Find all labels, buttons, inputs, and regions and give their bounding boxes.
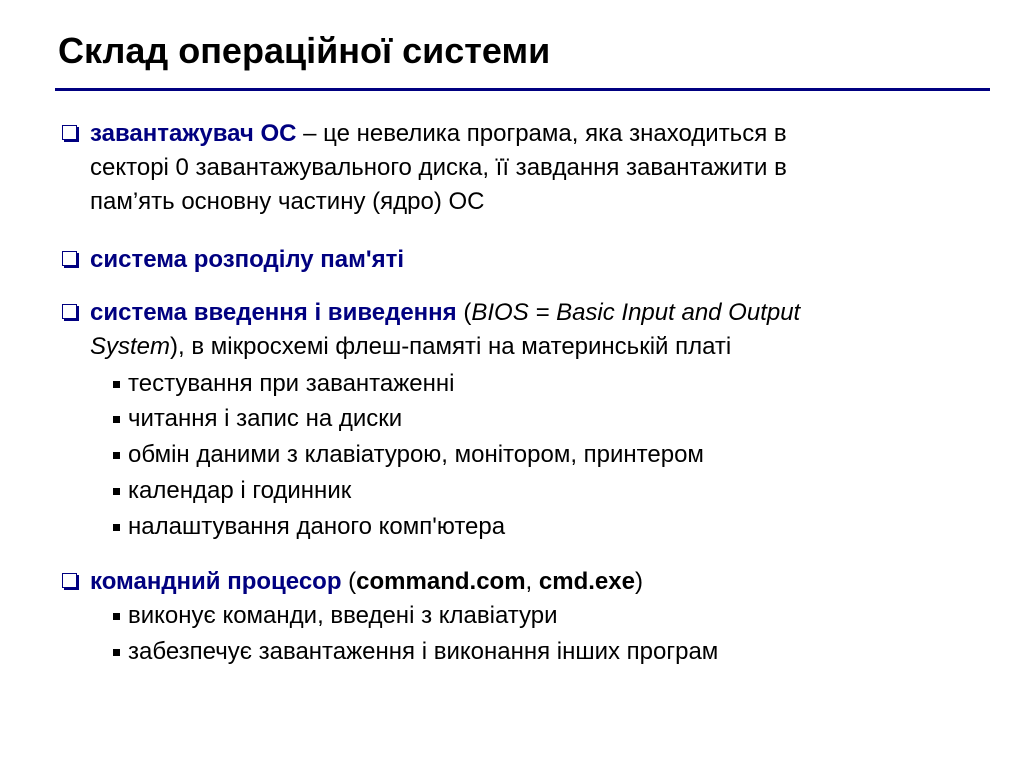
- term-command-processor: командний процесор: [90, 568, 342, 595]
- bootloader-desc-line3: пам’ять основну частину (ядро) ОС: [90, 188, 485, 215]
- sq-bullet-icon: [113, 452, 120, 459]
- cmd-paren-open: (: [341, 568, 357, 595]
- title-divider: [55, 88, 990, 91]
- sq-bullet-icon: [113, 524, 120, 531]
- cmd-subitem: виконує команди, введені з клавіатури: [128, 602, 558, 629]
- q-bullet-icon: [62, 251, 77, 266]
- cmd-paren-close: ): [634, 568, 643, 595]
- cmd-cmd-exe: cmd.exe: [538, 568, 635, 595]
- sq-bullet-icon: [113, 416, 120, 423]
- io-subitem: налаштування даного комп'ютера: [128, 513, 506, 540]
- io-subitem: календар і годинник: [128, 477, 352, 504]
- term-io: система введення і виведення: [90, 299, 457, 326]
- io-subitem: читання і запис на диски: [128, 405, 403, 432]
- q-bullet-icon: [62, 125, 77, 140]
- slide-title: Склад операційної системи: [58, 30, 551, 71]
- io-subitem: обмін даними з клавіатурою, монітором, принтером: [128, 441, 704, 468]
- q-bullet-icon: [62, 304, 77, 319]
- term-memory: система розподілу пам'яті: [90, 246, 405, 273]
- sq-bullet-icon: [113, 488, 120, 495]
- io-desc-line2: ), в мікросхемі флеш-памяті на материнській платі: [170, 333, 732, 360]
- sq-bullet-icon: [113, 649, 120, 656]
- io-subitem: тестування при завантаженні: [128, 370, 455, 397]
- sq-bullet-icon: [113, 613, 120, 620]
- sq-bullet-icon: [113, 381, 120, 388]
- bootloader-desc-line2: секторі 0 завантажувального диска, її завдання завантажити в: [90, 154, 787, 181]
- bootloader-desc-line1: – це невелика програма, яка знаходиться в: [296, 120, 787, 147]
- io-bios-text: BIOS = Basic Input and Output: [471, 299, 801, 326]
- cmd-separator: ,: [525, 568, 539, 595]
- q-bullet-icon: [62, 573, 77, 588]
- cmd-subitem: забезпечує завантаження і виконання інших програм: [128, 638, 719, 665]
- cmd-command-com: command.com: [356, 568, 526, 595]
- io-paren-open: (: [456, 299, 472, 326]
- term-bootloader: завантажувач ОС: [90, 120, 297, 147]
- io-system-text: System: [90, 333, 171, 360]
